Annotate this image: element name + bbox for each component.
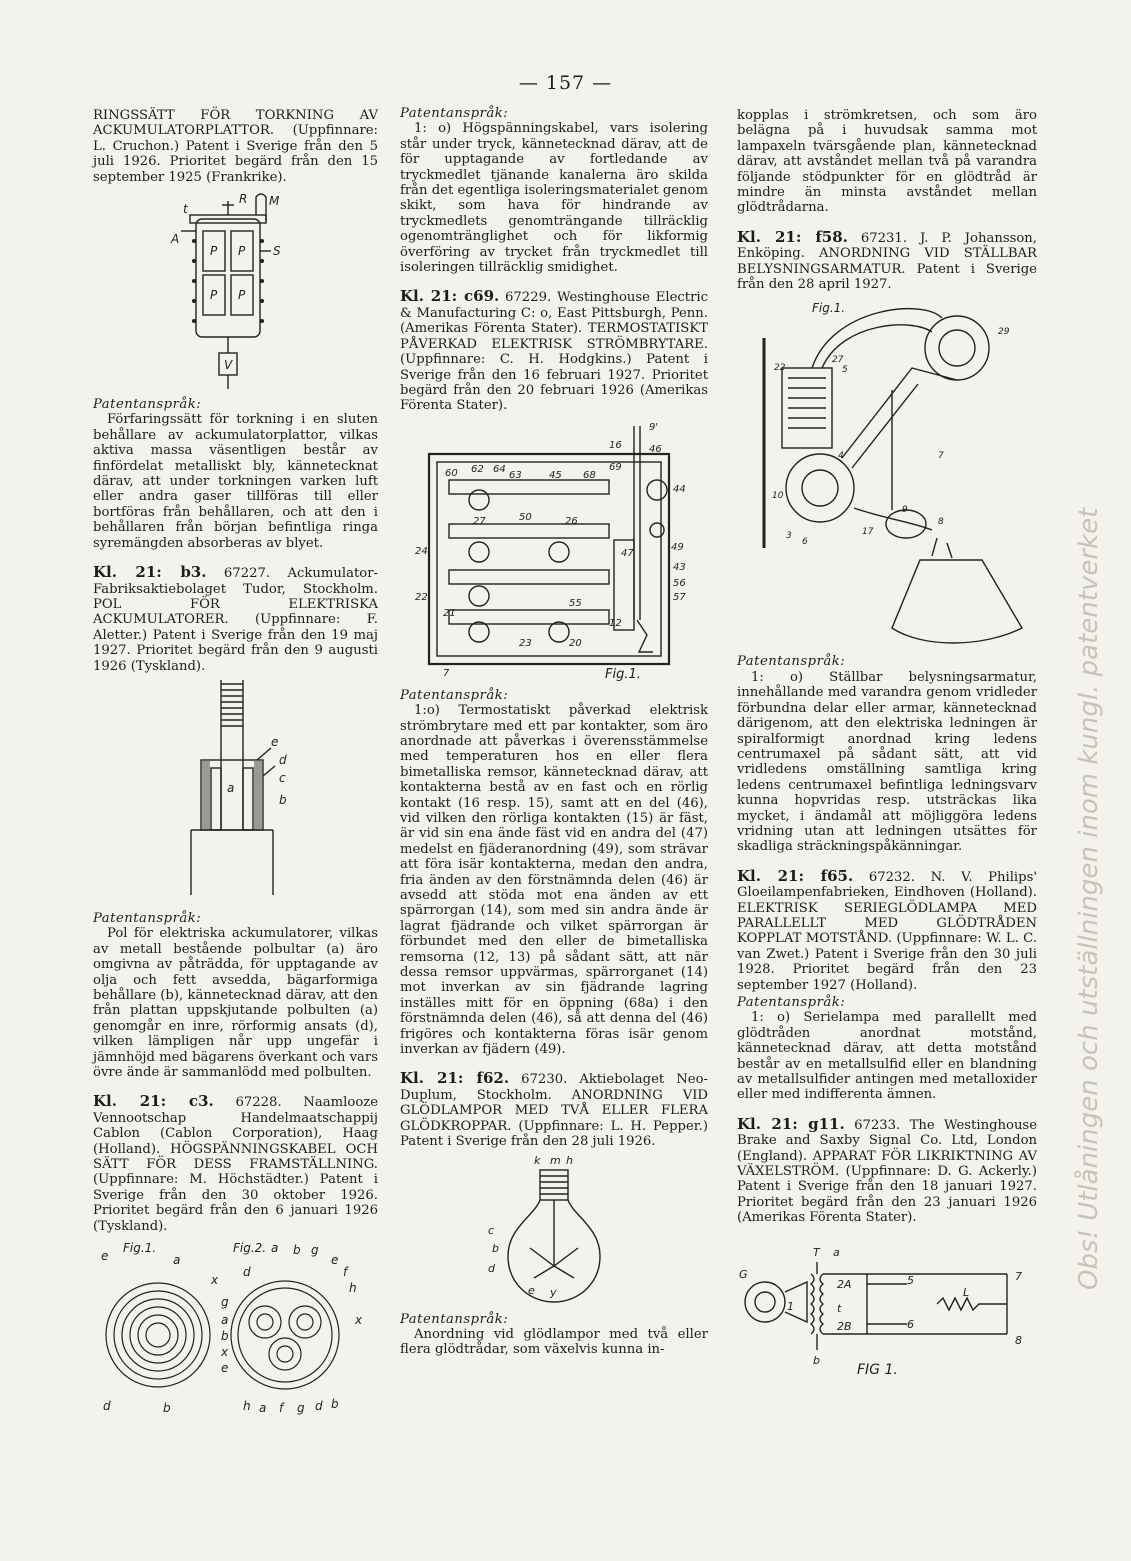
fig-label: V (223, 358, 232, 373)
fig-label: b (813, 1353, 820, 1367)
claim-text: Förfaringssätt för torkning i en sluten behållare av ackumulatorplattor, vilkas aktiva massa väsentligen består av finfördelat metalliskt bly, kännetecknat därav, att under torkningen varken luft eller andra gaser tillföras till eller bortföras från behållaren, och att den i behållaren från början befintliga ringa syremängden absorberas av blyet. (93, 412, 378, 551)
fig-label: c (488, 1223, 495, 1237)
fig-label: M (268, 194, 279, 209)
patent-class: Kl. 21: f65. (737, 866, 854, 885)
fig-label: 21 (443, 607, 456, 619)
fig-label: g (311, 1243, 319, 1258)
figure-lamp-fixture (742, 298, 1032, 648)
patent-entry (737, 1114, 1038, 1226)
fig-label: c (278, 770, 286, 785)
fig-label: 6 (802, 537, 808, 548)
patent-text: RINGSSÄTT FÖR TORKNING AV ACKUMULATORPLATTOR. (Uppfinnare: L. Cruchon.) Patent i Sverige från den 5 juli 1926. Prioritet begärd från den 15 september 1925 (Frankrike). (93, 108, 378, 185)
fig-label: d (103, 1399, 111, 1414)
fig-label: a (173, 1253, 181, 1268)
fig-label: a (221, 1313, 229, 1328)
fig-label: 44 (673, 483, 686, 495)
fig-label: T (813, 1245, 820, 1259)
fig-label: a (271, 1241, 279, 1256)
claim-text: Anordning vid glödlampor med två eller flera glödtrådar, som växelvis kunna in- (400, 1326, 708, 1358)
patent-entry (93, 565, 378, 674)
figure-lamp (484, 1156, 624, 1306)
claim-label: Patentanspråk: (93, 397, 202, 413)
fig-label: b (221, 1329, 229, 1344)
fig-label: 50 (519, 511, 532, 523)
patent-text: 67230. Aktiebolaget Neo-Duplum, Stockholm. ANORDNING VID GLÖDLAMPOR MED TVÅ ELLER FLERA GLÖDKROPPAR. (Uppfinnare: L. H. Pepper.) Patent i Sverige från den 28 juli 1926. (400, 1072, 708, 1150)
fig-label: 3 (786, 531, 792, 542)
fig-label: 4 (838, 451, 844, 462)
fig-label: m (550, 1155, 561, 1167)
patent-entry (400, 289, 708, 413)
claim-text: 1: o) Högspänningskabel, vars isolering står under tryck, kännetecknad därav, att de för upptagande av fortledande av tryckmedlet tjänande kanalerna äro skilda från det egentliga isoleringsmaterialet genom skikt, som hava för hindrande av tryckmedlets genomträngande tillräcklig ogenomtränglighet och för likformig överföring av trycket från tryckmedlet till isoleringen tillräcklig smidighet. (400, 121, 708, 276)
fig-label: 23 (519, 637, 532, 649)
column-3 (737, 108, 1037, 1388)
claim-text: Pol för elektriska ackumulatorer, vilkas av metall bestående polbultar (a) äro omgivna av påträdda, för upptagande av olja och fett avsedda, bägarformiga behållare (b), kännetecknad därav, att den från plattan uppskjutande polbulten (a) genomgår en inre, rörformig ansats (d), vilken lämpligen når upp ungefär i jämnhöjd med bägarens överkant och vars övre ände är sammanlödd med polbulten. (93, 926, 378, 1080)
patent-entry (93, 1094, 378, 1234)
fig-label: 9 (902, 505, 908, 516)
claim-text: 1: o) Serielampa med parallellt med glödtråden anordnat motstånd, kännetecknad därav, att detta motstånd består av en metallsulfid eller en blandning av metallsulfider antingen med metalloxider eller med indifferenta ämnen. (737, 1010, 1037, 1103)
fig-label: 27 (473, 515, 486, 527)
figure-title: Fig.1. (605, 666, 641, 682)
fig-label: 5 (907, 1273, 914, 1287)
patent-entry (400, 1071, 708, 1149)
fig-label: 9' (649, 421, 659, 433)
figure-drying-vessel (161, 191, 311, 391)
figure-title: Fig.1. (812, 301, 846, 316)
fig-label: t (182, 202, 188, 217)
fig-label: b (163, 1401, 171, 1416)
fig-label: g (221, 1295, 229, 1310)
fig-label: 47 (621, 547, 634, 559)
page-number: — 157 — (518, 72, 613, 94)
fig-label: 57 (673, 591, 686, 603)
figure-title: Fig.1. (123, 1241, 157, 1256)
claim-label: Patentanspråk: (400, 106, 509, 121)
fig-label: k (534, 1155, 541, 1167)
fig-label: e (331, 1253, 339, 1268)
fig-label: 64 (493, 463, 506, 475)
patent-class: Kl. 21: c3. (93, 1092, 214, 1111)
fig-label: P (237, 244, 245, 259)
fig-label: 10 (772, 491, 784, 502)
claim-label: Patentanspråk: (400, 1311, 509, 1327)
fig-label: 46 (649, 443, 662, 455)
claim-label: Patentanspråk: (400, 687, 509, 703)
fig-label: G (739, 1267, 748, 1281)
fig-label: 12 (609, 617, 622, 629)
fig-label: t (837, 1301, 842, 1315)
fig-label: S (272, 244, 281, 259)
claim-text: 1:o) Termostatiskt påverkad elektrisk strömbrytare med ett par kontakter, som äro anordnade att påverkas i överensstämmelse med temperaturen hos en eller flera bimetalliska remsor, kännetecknad därav, att kontakterna bestå av en fast och en rörlig kontakt (16 resp. 15), samt att en del (46), vid vilken den rörliga kontakten (15) är fäst, är vid sin ena ände fäst vid en andra del (47) medelst en fjäderanordning (49), som strävar att föra isär kontakterna, medan den andra, fria änden av den förstnämnda delen (46) är avsedd att stöda mot ena änden av ett spärrorgan (14), som med sin andra ände är lagrat fjädrande och vilket spärrorgan är förbundet med den eller de bimetalliska remsorna (12, 13) på sådant sätt, att när dessa remsor uppvärmas, spärrorganet (14) mot inverkan av sin fjädrande lagring inställes mitt för en öppning (68a) i den förstnämnda delen (46), så att denna del (46) frigöres och kontakterna föras isär genom inverkan av fjädern (49). (400, 703, 708, 1058)
fig-label: 2B (837, 1319, 852, 1333)
figure-battery-pole (171, 680, 301, 905)
patent-text: kopplas i strömkretsen, och som äro belägna på i huvudsak samma mot lampaxeln tvärsgående plan, kännetecknad därav, att avståndet mellan två på varandra följande stödpunkter för en glödtråd är mindre än minsta avståndet mellan glödtrådarna. (737, 108, 1037, 216)
fig-label: 62 (471, 463, 484, 475)
fig-label: b (331, 1397, 339, 1412)
patent-class: Kl. 21: f62. (400, 1069, 510, 1088)
fig-label: 2A (837, 1277, 852, 1291)
fig-label: 69 (609, 461, 622, 473)
fig-label: 17 (862, 527, 874, 538)
column-1 (93, 108, 378, 1426)
fig-label: d (243, 1265, 251, 1280)
fig-label: 6 (907, 1317, 914, 1331)
fig-label: d (488, 1261, 495, 1275)
side-text: Obs! Utlåningen och utställningen inom kungl. patentverket (1074, 507, 1104, 1290)
fig-label: 55 (569, 597, 582, 609)
fig-label: a (259, 1401, 267, 1416)
fig-label: x (211, 1273, 219, 1288)
fig-label: 7 (443, 667, 450, 679)
patent-text: 67229. Westinghouse Electric & Manufacturing C: o, East Pittsburgh, Penn. (Amerikas Förenta Stater). TERMOSTATISKT PÅVERKAD ELEKTRISK STRÖMBRYTARE. (Uppfinnare: C. H. Hodgkins.) Patent i Sverige från den 16 februari 1927. Prioritet begärd från den 20 februari 1926 (Amerikas Förenta Stater). (400, 290, 708, 414)
claim-label: Patentanspråk: (737, 654, 846, 670)
fig-label: 24 (415, 545, 428, 557)
patent-text: 67231. J. P. Johansson, Enköping. ANORDNING VID STÄLLBAR BELYSNINGSARMATUR. Patent i Sverige från den 28 april 1927. (737, 230, 1037, 293)
fig-label: P (209, 244, 217, 259)
fig-label: 49 (671, 541, 684, 553)
fig-label: R (238, 192, 247, 207)
patent-class: Kl. 21: f58. (737, 227, 848, 246)
fig-label: x (355, 1313, 363, 1328)
column-2 (400, 108, 708, 1358)
fig-label: 1 (787, 1299, 794, 1313)
fig-label: P (237, 288, 245, 303)
fig-label: 60 (445, 467, 458, 479)
patent-entry (737, 227, 1037, 293)
fig-label: d (315, 1399, 323, 1414)
fig-label: y (550, 1285, 557, 1299)
patent-entry (737, 866, 1037, 993)
fig-label: 20 (569, 637, 582, 649)
fig-label: 8 (938, 517, 944, 528)
fig-label: h (566, 1155, 573, 1167)
fig-label: P (209, 288, 217, 303)
patent-text: 67232. N. V. Philips' Gloeilampenfabrieken, Eindhoven (Holland). ELEKTRISK SERIEGLÖDLAMPA MED PARALLELLT MED GLÖDTRÅDEN KOPPLAT MOTSTÅND. (Uppfinnare: W. L. C. van Zwet.) Patent i Sverige från den 30 juli 1928. Prioritet begärd från den 23 september 1927 (Holland). (737, 869, 1037, 993)
fig-label: e (528, 1283, 535, 1297)
fig-label: b (278, 792, 287, 807)
fig-label: 68 (583, 469, 596, 481)
figure-cable-sections (93, 1240, 378, 1420)
patent-text: 67233. The Westinghouse Brake and Saxby Signal Co. Ltd, London (England). APPARAT FÖR LIKRIKTNING AV VÄXELSTRÖM. (Uppfinnare: D. G. Ackerly.) Patent i Sverige från den 18 januari 1927. Prioritet begärd från den 23 januari 1926 (Amerikas Förenta Stater). (737, 1117, 1038, 1226)
fig-label: d (278, 752, 287, 767)
fig-label: b (293, 1243, 301, 1258)
fig-label: 27 (832, 355, 844, 366)
figure-rectifier-circuit (737, 1232, 1037, 1382)
side-margin-text (1069, 120, 1109, 1300)
claim-text: 1: o) Ställbar belysningsarmatur, innehållande med varandra genom vridleder förbundna delar eller armar, kännetecknad därigenom, att den elektriska ledningen är spiralformigt anordnad kring ledens centrumaxel på sådant sätt, att vid vridledens omställning samtliga kring ledens centrumaxel befintliga ledningsvarv kunna hopvridas resp. utsträckas lika mycket, i ändamål att möjliggöra ledens vridning utan att ledningen utsättes för skadliga sträckningspåkänningar. (737, 669, 1037, 855)
fig-label: 26 (565, 515, 578, 527)
patent-text: 67227. Ackumulator-Fabriksaktiebolaget Tudor, Stockholm. POL FÖR ELEKTRISKA ACKUMULATORER. (Uppfinnare: F. Aletter.) Patent i Sverige från den 19 maj 1927. Prioritet begärd från den 9 augusti 1926 (Tyskland). (93, 566, 378, 674)
fig-label: 63 (509, 469, 522, 481)
fig-label: 8 (1015, 1333, 1022, 1347)
fig-label: 5 (842, 365, 848, 376)
fig-label: g (297, 1401, 305, 1416)
fig-label: a (833, 1245, 840, 1259)
patent-class: Kl. 21: b3. (93, 563, 207, 582)
fig-label: f (279, 1401, 284, 1416)
fig-label: b (492, 1241, 499, 1255)
fig-label: f (343, 1265, 348, 1280)
fig-label: 22 (774, 363, 786, 374)
figure-thermostatic-switch (409, 420, 699, 682)
fig-label: A (170, 232, 179, 247)
claim-label: Patentanspråk: (93, 910, 202, 926)
figure-title: FIG 1. (857, 1361, 898, 1378)
fig-label: h (243, 1399, 251, 1414)
claim-label: Patentanspråk: (737, 995, 846, 1010)
fig-label: e (101, 1249, 109, 1264)
patent-class: Kl. 21: g11. (737, 1114, 845, 1133)
figure-title: Fig.2. (233, 1241, 267, 1256)
fig-label: 45 (549, 469, 562, 481)
fig-label: e (221, 1361, 229, 1376)
fig-label: 29 (998, 327, 1010, 338)
fig-label: 7 (938, 451, 944, 462)
fig-label: e (270, 734, 278, 749)
fig-label: x (221, 1345, 229, 1360)
fig-label: a (226, 780, 234, 795)
patent-text: 67228. Naamlooze Vennootschap Handelmaatschappij Cablon (Cablon Corporation), Haag (Holland). HÖGSPÄNNINGSKABEL OCH SÄTT FÖR DESS FRAMSTÄLLNING. (Uppfinnare: M. Höchstädter.) Patent i Sverige från den 30 oktober 1926. Prioritet begärd från den 6 januari 1926 (Tyskland). (93, 1095, 379, 1234)
fig-label: L (963, 1285, 970, 1299)
fig-label: 16 (609, 439, 622, 451)
patent-class: Kl. 21: c69. (400, 287, 500, 306)
fig-label: 43 (673, 561, 686, 573)
fig-label: h (349, 1281, 357, 1296)
fig-label: 56 (673, 577, 686, 589)
fig-label: 7 (1015, 1269, 1022, 1283)
fig-label: 22 (415, 591, 428, 603)
